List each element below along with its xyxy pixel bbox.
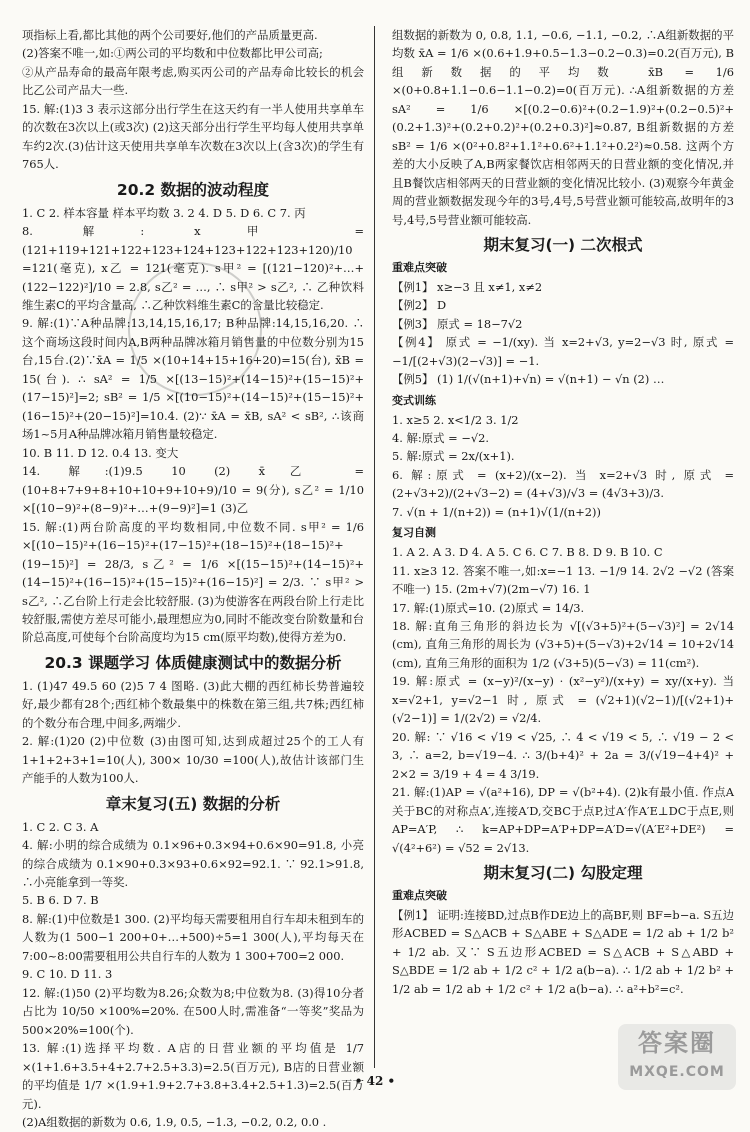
answer-paragraph: 12. 解:(1)50 (2)平均数为8.26;众数为8;中位数为8. (3)得10分者占比为 10/50 ×100%=20%. 在500人时,需准备“一等奖”奖品为 500×20%=100(个). bbox=[22, 985, 364, 1037]
answer-paragraph: 【例1】 x≥−3 且 x≠1, x≠2 bbox=[392, 279, 543, 294]
answer-paragraph: 15. 解:(1)3 3 表示这部分出行学生在这天约有一半人使用共享单车的次数在3次以上(或3次) (2)这天部分出行学生平均每人使用共享单车约2次.(3)估计这天使用共享单车次数在3次以上(含3次)的学生有765人. bbox=[22, 101, 364, 172]
answer-paragraph: 组数据的新数为 0, 0.8, 1.1, −0.6, −1.1, −0.2, ∴A组新数据的平均数 x̄A = 1/6 ×(0.6+1.9+0.5−1.3−0.2−0.3)=0.2(百万元), B组新数据的平均数 x̄B = 1/6 ×(0+0.8+1.1−0.6−1.1−0.2)=0(百万元). ∴A组新数据的方差 sA² = 1/6 ×[(0.2−0.6)²+(0.2−1.9)²+(0.2−0.5)²+(0.2+1.3)²+(0.2+0.2)²+(0.2+0.3)²]≈0.87, B组新数据的方差 sB² = 1/6 ×(0²+0.8²+1.1²+0.6²+1.1²+0.2²)≈0.58. 这两个方差的大小反映了A,B两家餐饮店相邻两天的日营业额的变化情况,并且B餐饮店相邻两天的日营业额的变化情况比较小. (3)观察今年黄金周的营业额数据发现今年的3号,4号,5号营业额可能较高,故明年的3号,4号,5号营业额可能较高. bbox=[392, 28, 734, 227]
answer-paragraph: 1. C 2. 样本容量 样本平均数 3. 2 4. D 5. D 6. C 7. 丙 bbox=[22, 205, 306, 220]
column-divider bbox=[374, 26, 375, 1068]
answer-paragraph: 2. 解:(1)20 (2)中位数 (3)由图可知,达到成超过25个的工人有1+1+2+3+1=10(人), 300× 10/30 =100(人),故估计该部门生产能手的人数为100人. bbox=[22, 734, 364, 786]
answer-paragraph: 13. 解:(1)选择平均数. A店的日营业额的平均值是 1/7 ×(1+1.6+3.5+4+2.7+2.5+3.3)=2.5(百万元), B店的日营业额的平均值是 1/7 ×(1.9+1.9+2.7+3.8+3.4+2.5+1.3)=2.5(百万元). bbox=[22, 1041, 364, 1111]
left-block-1 bbox=[22, 26, 364, 174]
subheading-self-test: 复习自测 bbox=[392, 526, 436, 540]
section-heading-20-3: 20.3 课题学习 体质健康测试中的数据分析 bbox=[44, 653, 342, 672]
answer-paragraph: 5. B 6. D 7. B bbox=[22, 893, 99, 908]
section-heading-20-2: 20.2 数据的波动程度 bbox=[116, 180, 270, 199]
right-block-2 bbox=[392, 278, 734, 389]
section-heading-final-review-1: 期末复习(一) 二次根式 bbox=[483, 236, 643, 255]
answer-paragraph: 20. 解: ∵ √16 < √19 < √25, ∴ 4 < √19 < 5, ∴ √19 − 2 < 3, ∴ a=2, b=√19−4. ∴ 3/(b+4)² + 2a = 3/(√19−4+4)² + 2×2 = 3/19 + 4 = 4 3/19. bbox=[392, 729, 734, 781]
answer-paragraph: 4. 解:小明的综合成绩为 0.1×96+0.3×94+0.6×90=91.8, 小亮的综合成绩为 0.1×90+0.3×93+0.6×92=92.1. ∵ 92.1>91.8, ∴小亮能拿到一等奖. bbox=[22, 838, 364, 889]
left-block-2 bbox=[22, 204, 364, 647]
right-block-5 bbox=[392, 906, 734, 998]
right-block-3 bbox=[392, 411, 734, 522]
answer-paragraph: 15. 解:(1)两台阶高度的平均数相同,中位数不同. s甲² = 1/6 ×[(10−15)²+(16−15)²+(17−15)²+(18−15)²+(18−15)²+(19−15)²] = 28/3, s乙² = 1/6 ×[(15−15)²+(14−15)²+(14−15)²+(16−15)²+(15−15)²+(16−15)²] = 2/3. ∵ s甲² > s乙², ∴乙台阶上行走会比较舒服. (3)为使游客在两段台阶上行走比较舒服,需使方差尽可能小,最理想应为0,同时不能改变台阶数量和台阶总高度,可使每个台阶高度均为15 cm(原平均数),使得方差为0. bbox=[22, 519, 364, 645]
answer-paragraph: 5. 解:原式 = 2x/(x+1). bbox=[392, 449, 515, 464]
section-heading-chapter-review-5: 章末复习(五) 数据的分析 bbox=[105, 794, 281, 813]
answer-paragraph: (2)答案不唯一,如:①两公司的平均数和中位数都比甲公司高; bbox=[22, 46, 323, 61]
answer-paragraph: ②从产品寿命的最高年限考虑,购买丙公司的产品寿命比较长的机会比乙公司产品大一些. bbox=[22, 64, 364, 98]
right-block-4 bbox=[392, 543, 734, 857]
answer-paragraph: 14. 解:(1)9.5 10 (2) x̄乙 = (10+8+7+9+8+10+10+9+10+9)/10 = 9(分), s乙² = 1/10 ×[(10−9)²+(8−9)²+…+(9−9)²]=1 (3)乙 bbox=[22, 464, 364, 516]
answer-paragraph: 7. √(n + 1/(n+2)) = (n+1)√(1/(n+2)) bbox=[392, 504, 601, 519]
subheading-key-points-2: 重难点突破 bbox=[392, 889, 447, 903]
answer-paragraph: 8. 解:(1)中位数是1 300. (2)平均每天需要租用自行车却未租到车的人数为(1 500−1 200+0+…+500)÷5=1 300(人),平均每天在7:00~8:00需要租用公共自行车的人数为 1 300+700=2 000. bbox=[22, 911, 364, 963]
answer-paragraph: 【例1】 证明:连接BD,过点B作DE边上的高BF,则 BF=b−a. S五边形ACBED = S△ACB + S△ABE + S△ADE = 1/2 ab + 1/2 b² + 1/2 ab. 又∵ S五边形ACBED = S△ACB + S△ABD + S△BDE = 1/2 ab + 1/2 c² + 1/2 a(b−a). ∴ 1/2 ab + 1/2 b² + 1/2 ab = 1/2 ab + 1/2 c² + 1/2 a(b−a). ∴ a²+b²=c². bbox=[392, 907, 734, 996]
answer-paragraph: 8. 解: x甲 =(121+119+121+122+123+124+123+122+123+120)/10 =121(毫克), x乙 = 121(毫克). s甲² = [(121−120)²+…+(122−122)²]/10 = 2.8, s乙² = …, ∴ s甲² > s乙², ∴ 乙种饮料维生素C的平均含量高, ∴乙种饮料维生素C的含量比较稳定. bbox=[22, 224, 364, 313]
answer-paragraph: 【例5】 (1) 1/(√(n+1)+√n) = √(n+1) − √n (2) … bbox=[392, 372, 665, 387]
left-column bbox=[22, 26, 364, 1132]
answer-paragraph: 10. B 11. D 12. 0.4 13. 变大 bbox=[22, 445, 179, 460]
subheading-variant-training: 变式训练 bbox=[392, 393, 436, 407]
answer-paragraph: 18. 解:直角三角形的斜边长为 √[(√3+5)²+(5−√3)²] = 2√14 (cm), 直角三角形的周长为 (√3+5)+(5−√3)+2√14 = 10+2√14 (cm), 直角三角形的面积为 1/2 (√3+5)(5−√3) = 11(cm²). bbox=[392, 619, 734, 670]
watermark-logo-url: MXQE.COM bbox=[629, 1064, 725, 1080]
answer-paragraph: 1. (1)47 49.5 60 (2)5 7 4 图略. (3)此大棚的西红柿长势普遍较好,最少都有28个;西红柿个数最集中的株数在第三组,共7株;西红柿的个数分布合理,中间多,两端少. bbox=[22, 678, 364, 730]
answer-paragraph: 项指标上看,都比其他的两个公司要好,他们的产品质量更高. bbox=[22, 28, 318, 42]
answer-paragraph: 9. C 10. D 11. 3 bbox=[22, 967, 113, 982]
answer-paragraph: 【例3】 原式 = 18−7√2 bbox=[392, 316, 523, 331]
answer-paragraph: 21. 解:(1)AP = √(a²+16), DP = √(b²+4). (2)k有最小值. 作点A关于BC的对称点A′,连接A′D,交BC于点P,过A′作A′E⊥DC于点E,则 AP=A′P, ∴ k=AP+DP=A′P+DP=A′D=√(A′E²+DE²) = √(4²+6²) = √52 = 2√13. bbox=[392, 785, 734, 855]
left-block-3 bbox=[22, 677, 364, 788]
answer-paragraph: 【例4】 原式 = −1/(xy). 当 x=2+√3, y=2−√3 时, 原式 = −1/[(2+√3)(2−√3)] = −1. bbox=[392, 335, 734, 368]
section-heading-final-review-2: 期末复习(二) 勾股定理 bbox=[483, 864, 643, 883]
site-watermark-logo bbox=[618, 1024, 736, 1090]
answer-paragraph: 4. 解:原式 = −√2. bbox=[392, 430, 489, 445]
answer-paragraph: 【例2】 D bbox=[392, 298, 447, 313]
watermark-logo-text: 答案圈 bbox=[638, 1029, 716, 1057]
page-number: • 42 • bbox=[354, 1074, 396, 1088]
right-column bbox=[392, 26, 734, 998]
answer-paragraph: 6. 解:原式 = (x+2)/(x−2). 当 x=2+√3 时, 原式 = (2+√3+2)/(2+√3−2) = (4+√3)/√3 = (4√3+3)/3. bbox=[392, 467, 734, 501]
answer-paragraph: (2)A组数据的新数为 0.6, 1.9, 0.5, −1.3, −0.2, 0.2, 0.0 . bbox=[22, 1115, 327, 1130]
answer-paragraph: 17. 解:(1)原式=10. (2)原式 = 14/3. bbox=[392, 600, 585, 615]
answer-paragraph: 19. 解:原式 = (x−y)²/(x−y) · (x²−y²)/(x+y) = xy/(x+y). 当 x=√2+1, y=√2−1 时, 原式 = (√2+1)(√2−1)/[(√2+1)+(√2−1)] = 1/(2√2) = √2/4. bbox=[392, 674, 734, 726]
answer-paragraph: 1. x≥5 2. x<1/2 3. 1/2 bbox=[392, 412, 519, 427]
answer-paragraph: 1. C 2. C 3. A bbox=[22, 819, 99, 834]
answer-paragraph: 11. x≥3 12. 答案不唯一,如:x=−1 13. −1/9 14. 2√2 −√2 (答案不唯一) 15. (2m+√7)(2m−√7) 16. 1 bbox=[392, 563, 734, 597]
subheading-key-points-1: 重难点突破 bbox=[392, 261, 447, 275]
answer-paragraph: 9. 解:(1)∵A种品牌:13,14,15,16,17; B种品牌:14,15,16,20. ∴这个商场这段时间内A,B两种品牌冰箱月销售量的中位数分别为15台,15台.(2)∵x̄A = 1/5 ×(10+14+15+16+20)=15(台), x̄B = 15(台). ∴ sA² = 1/5 ×[(13−15)²+(14−15)²+(15−15)²+(17−15)²]=2; sB² = 1/5 ×[(10−15)²+(14−15)²+(15−15)²+(16−15)²+(20−15)²]=10.4. (2)∵ x̄A = x̄B, sA² < sB², ∴该商场1~5月A种品牌冰箱月销售量较稳定. bbox=[22, 316, 364, 442]
right-block-1 bbox=[392, 26, 734, 229]
answer-paragraph: 1. A 2. A 3. D 4. A 5. C 6. C 7. B 8. D 9. B 10. C bbox=[392, 545, 663, 560]
